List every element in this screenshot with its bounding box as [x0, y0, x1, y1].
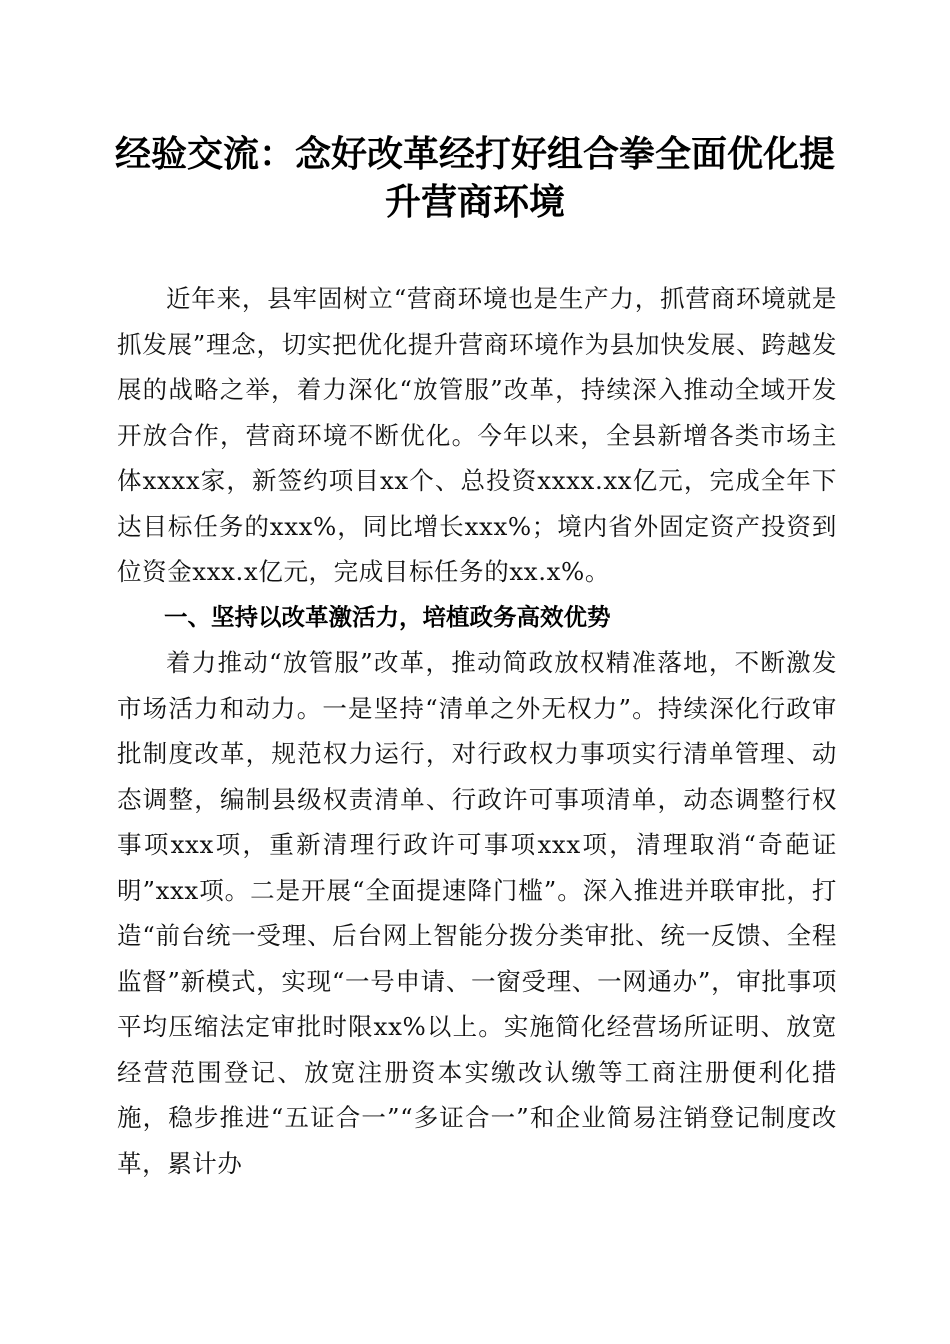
- document-title: 经验交流：念好改革经打好组合拳全面优化提升营商环境: [114, 133, 835, 223]
- document-body: [117, 276, 837, 1186]
- section-1-paragraph: 着力推动“放管服”改革，推动简政放权精准落地，不断激发市场活力和动力。一是坚持“清单之外无权力”。持续深化行政审批制度改革，规范权力运行，对行政权力事项实行清单管理、动态调整，编制县级权责清单、行政许可事项清单，动态调整行权事项xxx项，重新清理行政许可事项xxx项，清理取消“奇葩证明”xxx项。二是开展“全面提速降门槛”。深入推进并联审批，打造“前台统一受理、后台网上智能分拨分类审批、统一反馈、全程监督”新模式，实现“一号申请、一窗受理、一网通办”，审批事项平均压缩法定审批时限xx%以上。实施简化经营场所证明、放宽经营范围登记、放宽注册资本实缴改认缴等工商注册便利化措施，稳步推进“五证合一”“多证合一”和企业简易注销登记制度改革，累计办: [117, 648, 837, 1178]
- intro-paragraph: 近年来，县牢固树立“营商环境也是生产力，抓营商环境就是抓发展”理念，切实把优化提升营商环境作为县加快发展、跨越发展的战略之举，着力深化“放管服”改革，持续深入推动全域开发开放合作，营商环境不断优化。今年以来，全县新增各类市场主体xxxx家，新签约项目xx个、总投资xxxx.xx亿元，完成全年下达目标任务的xxx%，同比增长xxx%；境内省外固定资产投资到位资金xxx.x亿元，完成目标任务的xx.x%。: [117, 284, 837, 586]
- section-heading-1: 一、坚持以改革激活力，培植政务高效优势: [164, 602, 611, 631]
